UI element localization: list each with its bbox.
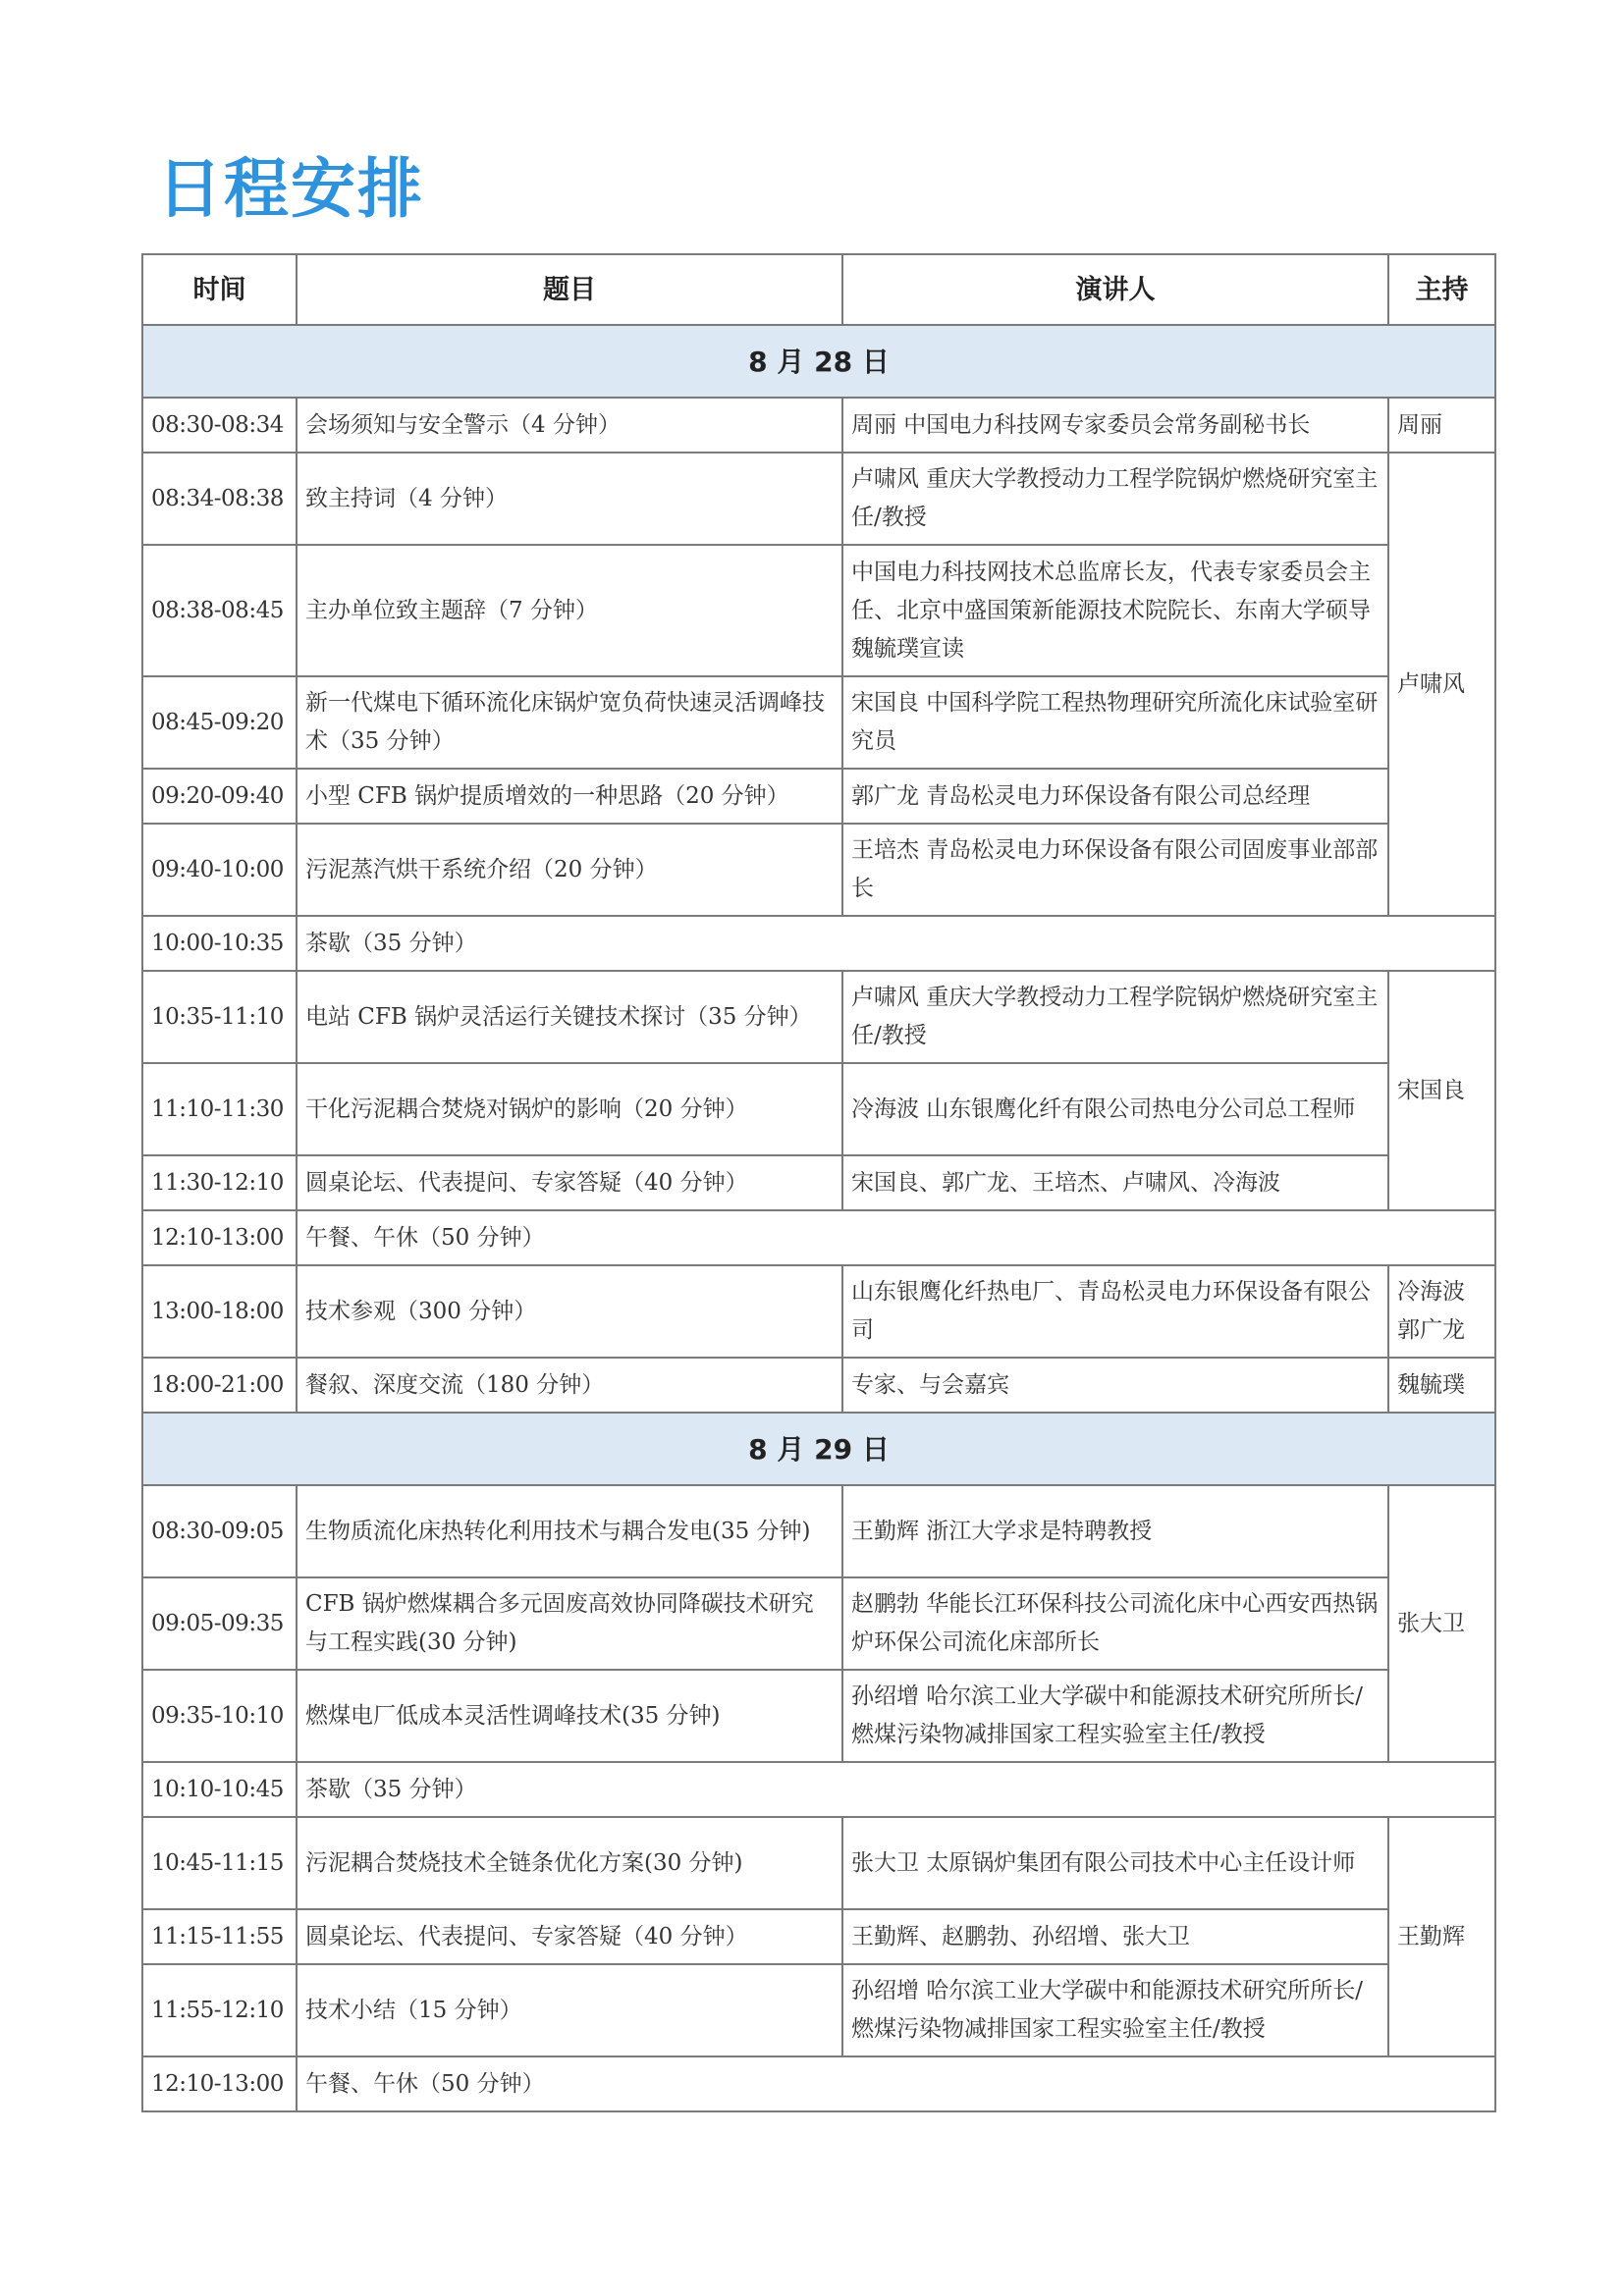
cell-speaker: 宋国良 中国科学院工程热物理研究所流化床试验室研究员 bbox=[842, 676, 1388, 769]
cell-topic: 干化污泥耦合焚烧对锅炉的影响（20 分钟） bbox=[297, 1063, 842, 1155]
cell-speaker: 王培杰 青岛松灵电力环保设备有限公司固废事业部部长 bbox=[842, 824, 1388, 916]
cell-topic: 生物质流化床热转化利用技术与耦合发电(35 分钟) bbox=[297, 1485, 842, 1577]
cell-time: 08:45-09:20 bbox=[142, 676, 297, 769]
cell-host: 宋国良 bbox=[1388, 971, 1495, 1210]
cell-topic: 圆桌论坛、代表提问、专家答疑（40 分钟） bbox=[297, 1909, 842, 1964]
cell-time: 12:10-13:00 bbox=[142, 2056, 297, 2111]
table-row bbox=[142, 824, 1495, 916]
cell-time: 11:30-12:10 bbox=[142, 1155, 297, 1210]
day-row bbox=[142, 1413, 1495, 1485]
cell-speaker: 孙绍增 哈尔滨工业大学碳中和能源技术研究所所长/燃煤污染物减排国家工程实验室主任/教授 bbox=[842, 1670, 1388, 1762]
cell-topic: 致主持词（4 分钟） bbox=[297, 453, 842, 545]
cell-speaker: 专家、与会嘉宾 bbox=[842, 1358, 1388, 1413]
table-row bbox=[142, 1358, 1495, 1413]
cell-host: 周丽 bbox=[1388, 398, 1495, 453]
page-title: 日程安排 bbox=[157, 151, 424, 227]
table-row bbox=[142, 398, 1495, 453]
cell-topic: 技术小结（15 分钟） bbox=[297, 1964, 842, 2056]
cell-time: 11:10-11:30 bbox=[142, 1063, 297, 1155]
host-name: 冷海波 bbox=[1397, 1279, 1465, 1305]
cell-speaker: 周丽 中国电力科技网专家委员会常务副秘书长 bbox=[842, 398, 1388, 453]
cell-host: 魏毓璞 bbox=[1388, 1358, 1495, 1413]
host-name: 郭广龙 bbox=[1397, 1317, 1465, 1343]
cell-time: 09:20-09:40 bbox=[142, 769, 297, 824]
cell-time: 12:10-13:00 bbox=[142, 1210, 297, 1265]
cell-time: 10:10-10:45 bbox=[142, 1762, 297, 1817]
header-speaker: 演讲人 bbox=[842, 254, 1388, 325]
cell-speaker: 冷海波 山东银鹰化纤有限公司热电分公司总工程师 bbox=[842, 1063, 1388, 1155]
cell-time: 08:38-08:45 bbox=[142, 545, 297, 676]
cell-speaker: 王勤辉、赵鹏勃、孙绍增、张大卫 bbox=[842, 1909, 1388, 1964]
header-time: 时间 bbox=[142, 254, 297, 325]
cell-topic: 圆桌论坛、代表提问、专家答疑（40 分钟） bbox=[297, 1155, 842, 1210]
cell-topic: 污泥耦合焚烧技术全链条优化方案(30 分钟) bbox=[297, 1817, 842, 1909]
break-row bbox=[142, 1762, 1495, 1817]
cell-host: 王勤辉 bbox=[1388, 1817, 1495, 2056]
table-row bbox=[142, 1577, 1495, 1670]
table-row bbox=[142, 545, 1495, 676]
break-row bbox=[142, 1210, 1495, 1265]
table-row bbox=[142, 769, 1495, 824]
table-row bbox=[142, 1964, 1495, 2056]
day-row bbox=[142, 325, 1495, 398]
cell-topic: 午餐、午休（50 分钟） bbox=[297, 1210, 1495, 1265]
cell-topic: 茶歇（35 分钟） bbox=[297, 916, 1495, 971]
cell-topic: 午餐、午休（50 分钟） bbox=[297, 2056, 1495, 2111]
cell-topic: 茶歇（35 分钟） bbox=[297, 1762, 1495, 1817]
cell-speaker: 卢啸风 重庆大学教授动力工程学院锅炉燃烧研究室主任/教授 bbox=[842, 453, 1388, 545]
break-row bbox=[142, 2056, 1495, 2111]
cell-time: 10:00-10:35 bbox=[142, 916, 297, 971]
header-host: 主持 bbox=[1388, 254, 1495, 325]
cell-time: 18:00-21:00 bbox=[142, 1358, 297, 1413]
table-row bbox=[142, 453, 1495, 545]
table-row bbox=[142, 971, 1495, 1063]
cell-time: 09:05-09:35 bbox=[142, 1577, 297, 1670]
cell-time: 10:45-11:15 bbox=[142, 1817, 297, 1909]
cell-time: 09:35-10:10 bbox=[142, 1670, 297, 1762]
table-row bbox=[142, 1909, 1495, 1964]
table-row bbox=[142, 1817, 1495, 1909]
table-row bbox=[142, 676, 1495, 769]
day-label: 8 月 28 日 bbox=[142, 325, 1495, 398]
header-row bbox=[142, 254, 1495, 325]
cell-time: 09:40-10:00 bbox=[142, 824, 297, 916]
cell-topic: 技术参观（300 分钟） bbox=[297, 1265, 842, 1358]
cell-time: 13:00-18:00 bbox=[142, 1265, 297, 1358]
header-topic: 题目 bbox=[297, 254, 842, 325]
table-row bbox=[142, 1063, 1495, 1155]
cell-speaker: 卢啸风 重庆大学教授动力工程学院锅炉燃烧研究室主任/教授 bbox=[842, 971, 1388, 1063]
cell-time: 11:55-12:10 bbox=[142, 1964, 297, 2056]
table-row bbox=[142, 1155, 1495, 1210]
cell-host: 张大卫 bbox=[1388, 1485, 1495, 1762]
table-row bbox=[142, 1670, 1495, 1762]
cell-speaker: 孙绍增 哈尔滨工业大学碳中和能源技术研究所所长/燃煤污染物减排国家工程实验室主任/教授 bbox=[842, 1964, 1388, 2056]
table-row bbox=[142, 1265, 1495, 1358]
cell-topic: 餐叙、深度交流（180 分钟） bbox=[297, 1358, 842, 1413]
cell-speaker: 王勤辉 浙江大学求是特聘教授 bbox=[842, 1485, 1388, 1577]
cell-time: 11:15-11:55 bbox=[142, 1909, 297, 1964]
cell-topic: 电站 CFB 锅炉灵活运行关键技术探讨（35 分钟） bbox=[297, 971, 842, 1063]
break-row bbox=[142, 916, 1495, 971]
cell-time: 08:30-09:05 bbox=[142, 1485, 297, 1577]
schedule-table bbox=[141, 253, 1496, 2112]
cell-time: 08:34-08:38 bbox=[142, 453, 297, 545]
day-label: 8 月 29 日 bbox=[142, 1413, 1495, 1485]
cell-topic: 小型 CFB 锅炉提质增效的一种思路（20 分钟） bbox=[297, 769, 842, 824]
cell-speaker: 郭广龙 青岛松灵电力环保设备有限公司总经理 bbox=[842, 769, 1388, 824]
cell-speaker: 宋国良、郭广龙、王培杰、卢啸风、冷海波 bbox=[842, 1155, 1388, 1210]
cell-topic: 会场须知与安全警示（4 分钟） bbox=[297, 398, 842, 453]
cell-topic: 燃煤电厂低成本灵活性调峰技术(35 分钟) bbox=[297, 1670, 842, 1762]
cell-topic: 污泥蒸汽烘干系统介绍（20 分钟） bbox=[297, 824, 842, 916]
cell-topic: CFB 锅炉燃煤耦合多元固废高效协同降碳技术研究与工程实践(30 分钟) bbox=[297, 1577, 842, 1670]
cell-host bbox=[1388, 1265, 1495, 1358]
cell-speaker: 赵鹏勃 华能长江环保科技公司流化床中心西安西热锅炉环保公司流化床部所长 bbox=[842, 1577, 1388, 1670]
cell-topic: 新一代煤电下循环流化床锅炉宽负荷快速灵活调峰技术（35 分钟） bbox=[297, 676, 842, 769]
cell-speaker: 山东银鹰化纤热电厂、青岛松灵电力环保设备有限公司 bbox=[842, 1265, 1388, 1358]
cell-speaker: 张大卫 太原锅炉集团有限公司技术中心主任设计师 bbox=[842, 1817, 1388, 1909]
cell-speaker: 中国电力科技网技术总监席长友，代表专家委员会主任、北京中盛国策新能源技术院院长、东南大学硕导魏毓璞宣读 bbox=[842, 545, 1388, 676]
table-row bbox=[142, 1485, 1495, 1577]
cell-topic: 主办单位致主题辞（7 分钟） bbox=[297, 545, 842, 676]
cell-time: 08:30-08:34 bbox=[142, 398, 297, 453]
cell-host: 卢啸风 bbox=[1388, 453, 1495, 916]
cell-time: 10:35-11:10 bbox=[142, 971, 297, 1063]
